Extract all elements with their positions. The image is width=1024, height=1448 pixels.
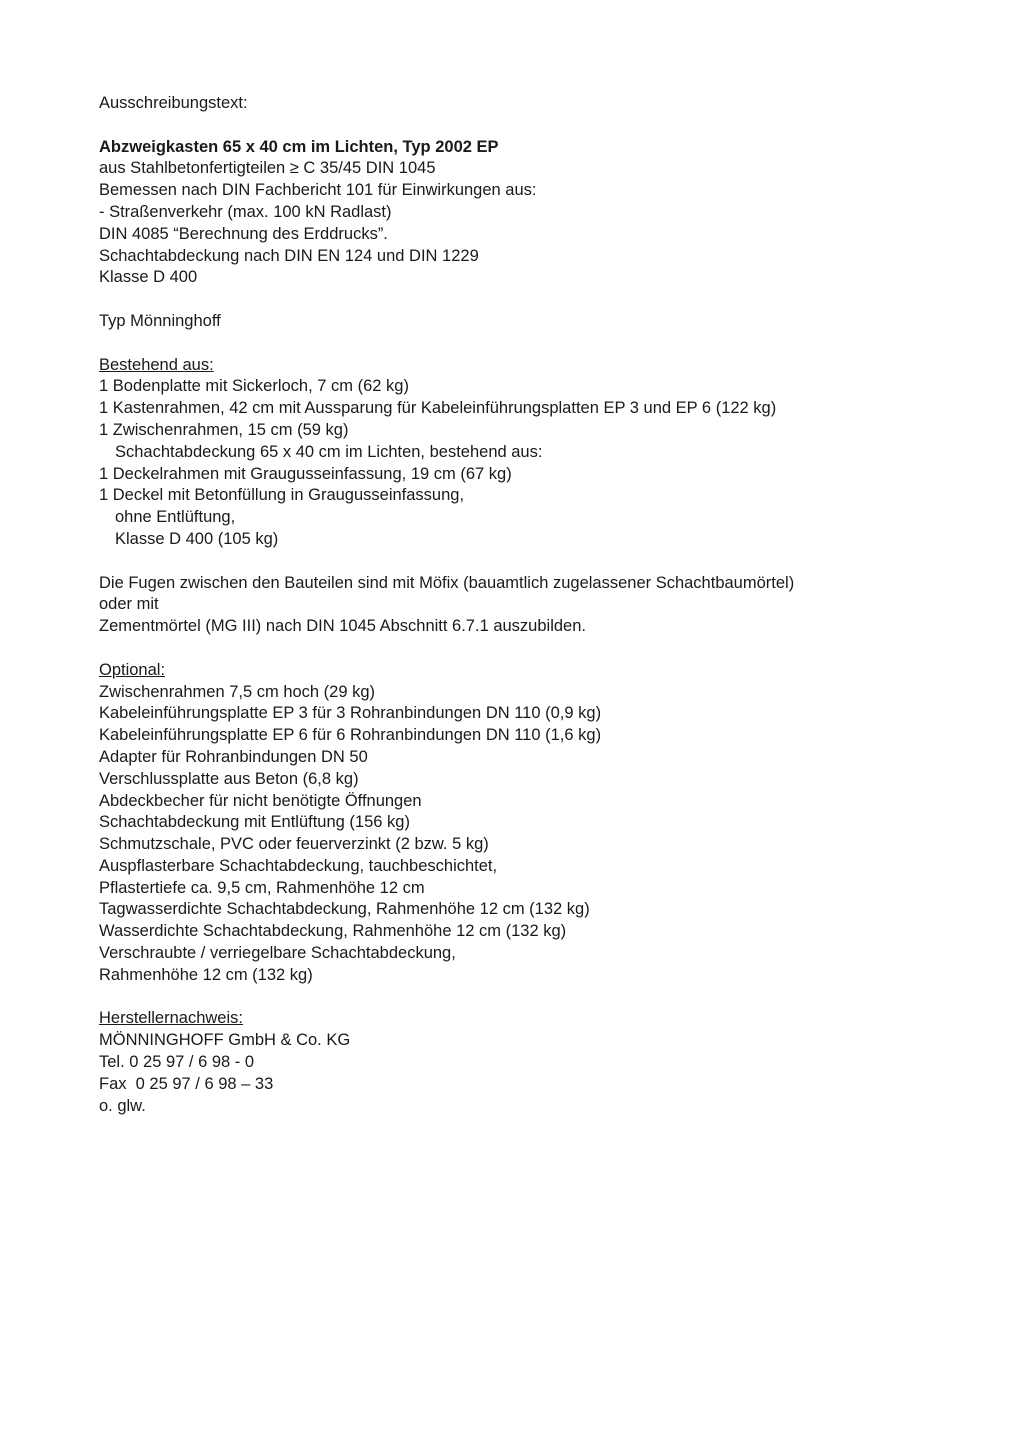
product-line-cover-standard: Schachtabdeckung nach DIN EN 124 und DIN 1229 [99,246,479,265]
product-line-class: Klasse D 400 [99,268,198,287]
optional-item: Wasserdichte Schachtabdeckung, Rahmenhöhe 12 cm (132 kg) [99,922,567,941]
optional-item: Schmutzschale, PVC oder feuerverzinkt (2 bzw. 5 kg) [99,835,489,854]
components-item: 1 Deckelrahmen mit Graugusseinfassung, 19 cm (67 kg) [99,464,512,483]
joints-line: oder mit [99,595,159,614]
manufacturer-heading: Herstellernachweis: [99,1009,243,1028]
optional-item: Schachtabdeckung mit Entlüftung (156 kg) [99,813,410,832]
product-line-material: aus Stahlbetonfertigteilen ≥ C 35/45 DIN 1045 [99,159,436,178]
optional-item: Abdeckbecher für nicht benötigte Öffnungen [99,791,422,810]
optional-item: Kabeleinführungsplatte EP 3 für 3 Rohranbindungen DN 110 (0,9 kg) [99,704,602,723]
manufacturer-name: MÖNNINGHOFF GmbH & Co. KG [99,1031,351,1050]
optional-item: Verschlussplatte aus Beton (6,8 kg) [99,769,359,788]
components-item: 1 Deckel mit Betonfüllung in Graugusseinfassung, [99,486,465,505]
optional-item: Tagwasserdichte Schachtabdeckung, Rahmenhöhe 12 cm (132 kg) [99,900,590,919]
spacer [99,551,979,573]
manufacturer-fax: Fax 0 25 97 / 6 98 – 33 [99,1074,274,1093]
optional-item: Auspflasterbare Schachtabdeckung, tauchbeschichtet, [99,856,498,875]
spacer [99,289,979,311]
joints-line: Die Fugen zwischen den Bauteilen sind mit Möfix (bauamtlich zugelassener Schachtbaumörtel) [99,573,795,592]
optional-heading: Optional: [99,660,166,679]
product-title: Abzweigkasten 65 x 40 cm im Lichten, Typ 2002 EP [99,137,499,156]
components-heading: Bestehend aus: [99,355,214,374]
product-type: Typ Mönninghoff [99,311,221,330]
spacer [99,333,979,355]
optional-item: Zwischenrahmen 7,5 cm hoch (29 kg) [99,682,376,701]
manufacturer-note: o. glw. [99,1096,146,1115]
optional-item: Kabeleinführungsplatte EP 6 für 6 Rohranbindungen DN 110 (1,6 kg) [99,726,602,745]
components-item: Klasse D 400 (105 kg) [115,529,279,548]
spacer [99,987,979,1009]
optional-item: Pflastertiefe ca. 9,5 cm, Rahmenhöhe 12 cm [99,878,425,897]
components-item: 1 Kastenrahmen, 42 cm mit Aussparung für Kabeleinführungsplatten EP 3 und EP 6 (122 kg) [99,399,777,418]
product-line-din4085: DIN 4085 “Berechnung des Erddrucks”. [99,224,388,243]
intro-label: Ausschreibungstext: [99,94,248,112]
optional-item: Verschraubte / verriegelbare Schachtabdeckung, [99,944,456,963]
components-item: 1 Bodenplatte mit Sickerloch, 7 cm (62 kg) [99,377,409,396]
optional-item: Rahmenhöhe 12 cm (132 kg) [99,965,313,984]
document-page [99,93,979,1117]
joints-line: Zementmörtel (MG III) nach DIN 1045 Abschnitt 6.7.1 auszubilden. [99,617,586,636]
components-item: Schachtabdeckung 65 x 40 cm im Lichten, bestehend aus: [115,442,543,461]
components-item: ohne Entlüftung, [115,508,236,527]
product-line-traffic: - Straßenverkehr (max. 100 kN Radlast) [99,202,392,221]
optional-item: Adapter für Rohranbindungen DN 50 [99,747,368,766]
spacer [99,115,979,137]
manufacturer-tel: Tel. 0 25 97 / 6 98 - 0 [99,1053,255,1072]
spacer [99,638,979,660]
components-item: 1 Zwischenrahmen, 15 cm (59 kg) [99,420,349,439]
product-line-design: Bemessen nach DIN Fachbericht 101 für Einwirkungen aus: [99,181,537,200]
